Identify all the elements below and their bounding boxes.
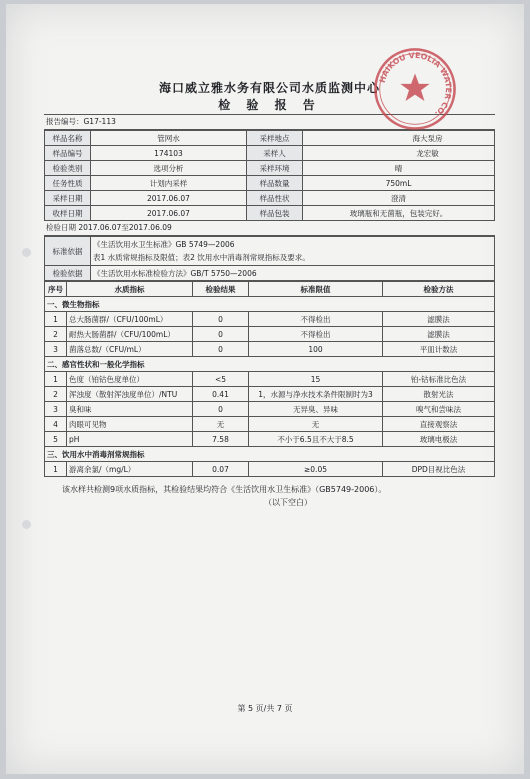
- standard-line: 表1 水质常规指标及限值；表2 饮用水中消毒剂常规指标及要求。: [93, 253, 310, 262]
- info-label: 样品包装: [247, 206, 303, 221]
- row-no: 5: [45, 432, 67, 447]
- row-result: 0.41: [193, 387, 249, 402]
- section-header-row: [45, 297, 495, 312]
- results-table: [44, 281, 495, 477]
- info-value: 管网水: [91, 131, 247, 146]
- standard-table: [44, 236, 495, 281]
- conclusion: 该水样共检测9项水质指标，其检验结果均符合《生活饮用水卫生标准》（GB5749-2006）。: [62, 485, 387, 494]
- info-label: 样品编号: [45, 146, 91, 161]
- info-label: 采样地点: [247, 131, 303, 146]
- standard-line: 《生活饮用水卫生标准》GB 5749—2006: [93, 240, 235, 249]
- row-result: 0: [193, 402, 249, 417]
- table-row: [45, 387, 495, 402]
- info-label: 收样日期: [45, 206, 91, 221]
- row-no: 2: [45, 387, 67, 402]
- row-item: 肉眼可见物: [67, 417, 193, 432]
- info-row: [45, 131, 495, 146]
- info-label: 任务性质: [45, 176, 91, 191]
- row-limit: 100: [249, 342, 383, 357]
- info-label: 采样人: [247, 146, 303, 161]
- report-document: [44, 80, 495, 509]
- row-method: 直接观察法: [383, 417, 495, 432]
- info-value: 计划内采样: [91, 176, 247, 191]
- row-result: 0: [193, 342, 249, 357]
- row-item: 耐热大肠菌群/（CFU/100mL）: [67, 327, 193, 342]
- row-no: 4: [45, 417, 67, 432]
- row-method: 玻璃电极法: [383, 432, 495, 447]
- punch-hole: [22, 520, 31, 529]
- info-value: 龙宏敏: [303, 146, 495, 161]
- section-header-row: [45, 447, 495, 462]
- method-row: [45, 266, 495, 281]
- info-value: 玻璃瓶和无菌瓶，包装完好。: [303, 206, 495, 221]
- header-result: 检验结果: [193, 282, 249, 297]
- row-no: 3: [45, 402, 67, 417]
- row-method: 平皿计数法: [383, 342, 495, 357]
- method-label: 检验依据: [45, 266, 91, 281]
- section-header-row: [45, 357, 495, 372]
- table-row: [45, 432, 495, 447]
- row-limit: 不得检出: [249, 312, 383, 327]
- row-item: 浑浊度（散射浑浊度单位）/NTU: [67, 387, 193, 402]
- info-label: 样品性状: [247, 191, 303, 206]
- info-row: [45, 191, 495, 206]
- row-result: <5: [193, 372, 249, 387]
- row-no: 2: [45, 327, 67, 342]
- row-item: pH: [67, 432, 193, 447]
- report-number: 报告编号：G17-113: [44, 114, 495, 130]
- report-title: 海口威立雅水务有限公司水质监测中心: [158, 81, 380, 95]
- row-result: 0: [193, 312, 249, 327]
- table-row: [45, 417, 495, 432]
- standard-value: [91, 237, 495, 266]
- table-row: [45, 327, 495, 342]
- info-label: 采样日期: [45, 191, 91, 206]
- info-value: 晴: [303, 161, 495, 176]
- row-result: 0: [193, 327, 249, 342]
- info-value: 2017.06.07: [91, 206, 247, 221]
- row-result: 7.58: [193, 432, 249, 447]
- sample-info-table: [44, 130, 495, 221]
- row-item: 游离余氯/（mg/L）: [67, 462, 193, 477]
- info-row: [45, 146, 495, 161]
- method-value: 《生活饮用水标准检验方法》GB/T 5750—2006: [91, 266, 495, 281]
- info-label: 检验类别: [45, 161, 91, 176]
- row-no: 1: [45, 312, 67, 327]
- table-row: [45, 312, 495, 327]
- table-row: [45, 372, 495, 387]
- row-method: DPD目视比色法: [383, 462, 495, 477]
- row-item: 菌落总数/（CFU/mL）: [67, 342, 193, 357]
- info-value: 澄清: [303, 191, 495, 206]
- punch-hole: [22, 248, 31, 257]
- header-method: 检验方法: [383, 282, 495, 297]
- table-row: [45, 402, 495, 417]
- row-limit: 不小于6.5且不大于8.5: [249, 432, 383, 447]
- section-title: 一、微生物指标: [45, 297, 495, 312]
- table-row: [45, 462, 495, 477]
- info-value: 174103: [91, 146, 247, 161]
- standard-row: [45, 237, 495, 266]
- blank-note: （以下空白）: [264, 498, 312, 507]
- section-title: 二、感官性状和一般化学指标: [45, 357, 495, 372]
- row-limit: 1，水源与净水技术条件限制时为3: [249, 387, 383, 402]
- row-method: 滤膜法: [383, 312, 495, 327]
- row-limit: 无异臭、异味: [249, 402, 383, 417]
- row-result: 0.07: [193, 462, 249, 477]
- company-seal-stamp: [372, 46, 458, 132]
- info-value: 750mL: [303, 176, 495, 191]
- info-label: 样品数量: [247, 176, 303, 191]
- test-date: 检验日期 2017.06.07至2017.06.09: [44, 221, 495, 236]
- row-method: 散射光法: [383, 387, 495, 402]
- header-item: 水质指标: [67, 282, 193, 297]
- row-limit: 无: [249, 417, 383, 432]
- info-value: 2017.06.07: [91, 191, 247, 206]
- info-row: [45, 161, 495, 176]
- info-label: 采样环境: [247, 161, 303, 176]
- row-limit: ≥0.05: [249, 462, 383, 477]
- row-no: 1: [45, 372, 67, 387]
- row-method: 嗅气和尝味法: [383, 402, 495, 417]
- row-limit: 15: [249, 372, 383, 387]
- table-row: [45, 342, 495, 357]
- row-item: 总大肠菌群/（CFU/100mL）: [67, 312, 193, 327]
- page-number: 第 5 页/共 7 页: [237, 704, 293, 713]
- section-title: 三、饮用水中消毒剂常规指标: [45, 447, 495, 462]
- row-method: 滤膜法: [383, 327, 495, 342]
- row-no: 1: [45, 462, 67, 477]
- row-result: 无: [193, 417, 249, 432]
- report-subtitle: 检 验 报 告: [218, 98, 321, 112]
- info-value: 选项分析: [91, 161, 247, 176]
- info-value: 海大泵房: [303, 131, 495, 146]
- row-no: 3: [45, 342, 67, 357]
- standard-label: 标准依据: [45, 237, 91, 266]
- row-item: 色度（铂钴色度单位）: [67, 372, 193, 387]
- row-limit: 不得检出: [249, 327, 383, 342]
- header-no: 序号: [45, 282, 67, 297]
- svg-text:HAIKOU VEOLIA WATER CO.: HAIKOU VEOLIA WATER CO.: [377, 50, 454, 119]
- results-header: [45, 282, 495, 297]
- row-item: 臭和味: [67, 402, 193, 417]
- info-row: [45, 176, 495, 191]
- row-method: 铂-钴标准比色法: [383, 372, 495, 387]
- header-limit: 标准限值: [249, 282, 383, 297]
- info-label: 样品名称: [45, 131, 91, 146]
- info-row: [45, 206, 495, 221]
